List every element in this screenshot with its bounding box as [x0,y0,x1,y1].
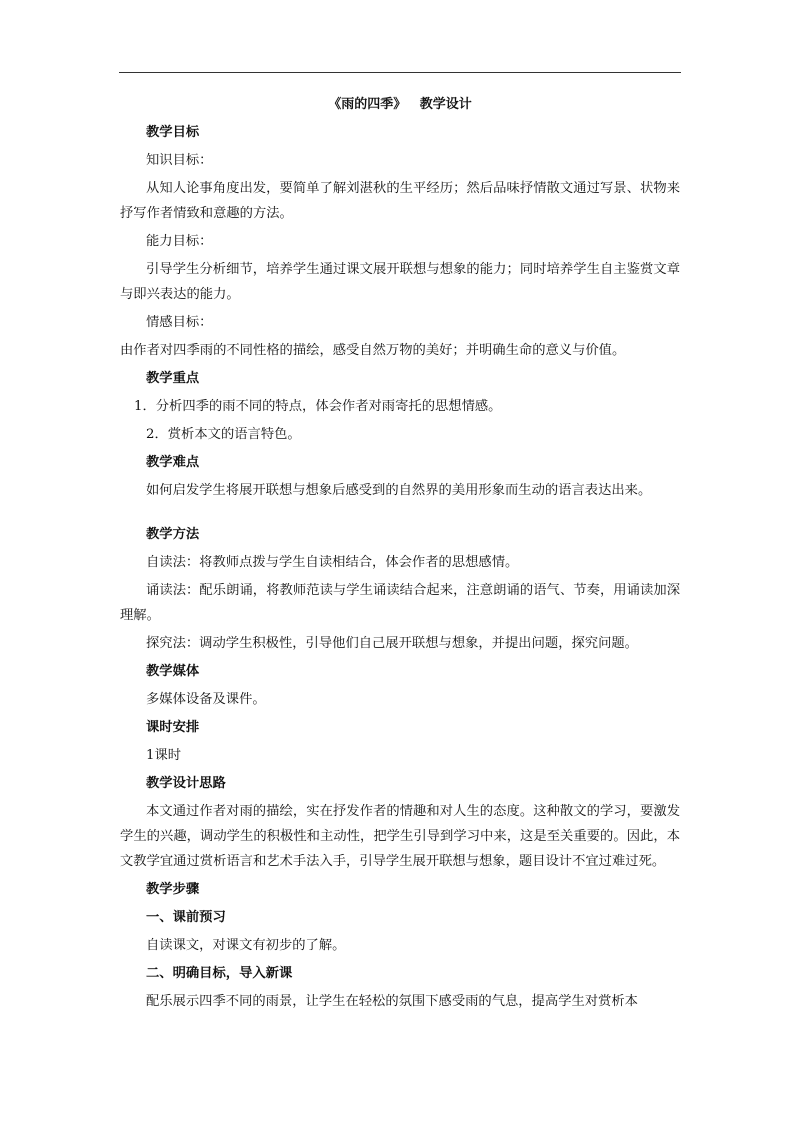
section-heading-time: 课时安排 [146,720,200,735]
step2-heading: 二、明确目标，导入新课 [146,966,293,981]
knowledge-label: 知识目标： [146,153,213,168]
section-heading-difficulty: 教学难点 [146,455,200,470]
header-rule [119,72,681,73]
key-point-1: 1．分析四季的雨不同的特点，体会作者对雨寄托的思想情感。 [134,399,502,414]
section-heading-idea: 教学设计思路 [146,776,226,791]
difficulty-text: 如何启发学生将展开联想与想象后感受到的自然界的美用形象而生动的语言表达出来。 [146,483,652,498]
time-text: 1课时 [146,748,182,763]
method-2: 诵读法：配乐朗诵，将教师范读与学生诵读结合起来，注意朗诵的语气、节奏，用诵读加深理解。 [120,583,680,623]
knowledge-text: 从知人论事角度出发，要简单了解刘湛秋的生平经历；然后品味抒情散文通过写景、状物来抒写作者情致和意趣的方法。 [120,181,680,221]
spacer [120,506,680,522]
section-heading-steps: 教学步骤 [146,882,200,897]
media-text: 多媒体设备及课件。 [146,692,266,707]
section-heading-goals: 教学目标 [146,125,200,140]
idea-text: 本文通过作者对雨的描绘，实在抒发作者的情趣和对人生的态度。这种散文的学习，要激发学生的兴趣，调动学生的积极性和主动性，把学生引导到学习中来，这是至关重要的。因此，本文教学宜通过赏析语言和艺术手法入手，引导学生展开联想与想象，题目设计不宜过难过死。 [120,804,680,869]
ability-label: 能力目标： [146,234,213,249]
step2-text: 配乐展示四季不同的雨景，让学生在轻松的氛围下感受雨的气息，提高学生对赏析本 [146,994,638,1009]
section-heading-key: 教学重点 [146,371,200,386]
section-heading-media: 教学媒体 [146,664,200,679]
key-point-2: 2．赏析本文的语言特色。 [146,427,301,442]
ability-text: 引导学生分析细节，培养学生通过课文展开联想与想象的能力；同时培养学生自主鉴赏文章与即兴表达的能力。 [120,262,680,302]
document-title: 《雨的四季》 教学设计 [328,97,472,112]
section-heading-method: 教学方法 [146,527,200,542]
step1-heading: 一、课前预习 [146,910,226,925]
step1-text: 自读课文，对课文有初步的了解。 [146,938,346,953]
emotion-text: 由作者对四季雨的不同性格的描绘，感受自然万物的美好；并明确生命的意义与价值。 [120,343,626,358]
emotion-label: 情感目标： [146,315,213,330]
method-1: 自读法：将教师点拨与学生自读相结合，体会作者的思想感情。 [146,555,519,570]
document-body [120,90,680,1017]
method-3: 探究法：调动学生积极性，引导他们自己展开联想与想象，并提出问题，探究问题。 [146,636,638,651]
